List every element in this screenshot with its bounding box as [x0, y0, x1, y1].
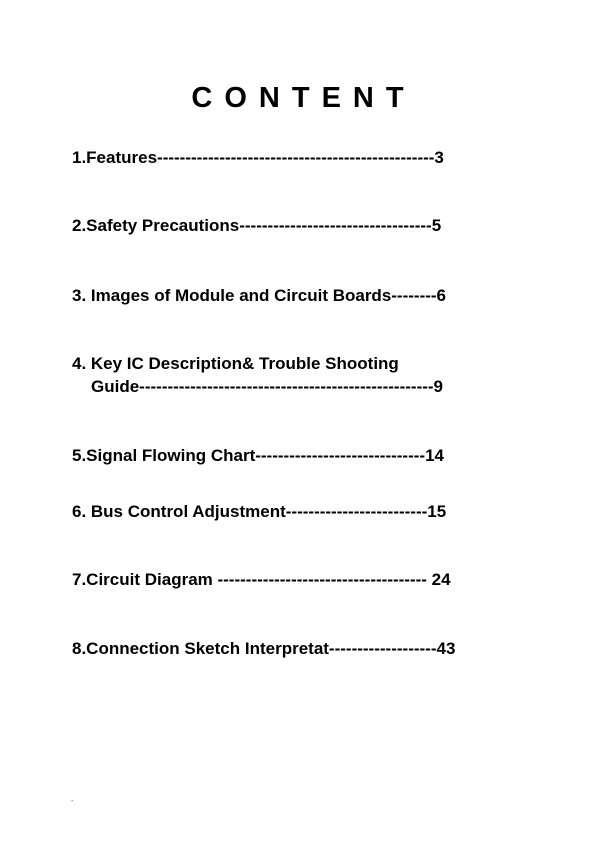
footer-mark: -: [71, 796, 74, 805]
toc-entry-safety-precautions: 2.Safety Precautions----------------------------------5: [72, 216, 442, 235]
toc-entry-connection-sketch: 8.Connection Sketch Interpretat-------------------43: [72, 639, 456, 658]
toc-entry-signal-flowing-chart: 5.Signal Flowing Chart------------------------------14: [72, 446, 444, 465]
page-title: CONTENT: [191, 82, 416, 114]
toc-entry-bus-control-adjustment: 6. Bus Control Adjustment-------------------------15: [72, 502, 447, 521]
toc-entry-circuit-diagram: 7.Circuit Diagram ------------------------------------- 24: [72, 570, 451, 589]
toc-entry-features: 1.Features-------------------------------------------------3: [72, 148, 444, 167]
toc-entry-key-ic-description: 4. Key IC Description& Trouble Shooting: [72, 354, 399, 373]
toc-entry-key-ic-description-continuation: Guide----------------------------------------------------9: [91, 377, 444, 396]
toc-entry-images-of-module: 3. Images of Module and Circuit Boards--------6: [72, 286, 447, 305]
